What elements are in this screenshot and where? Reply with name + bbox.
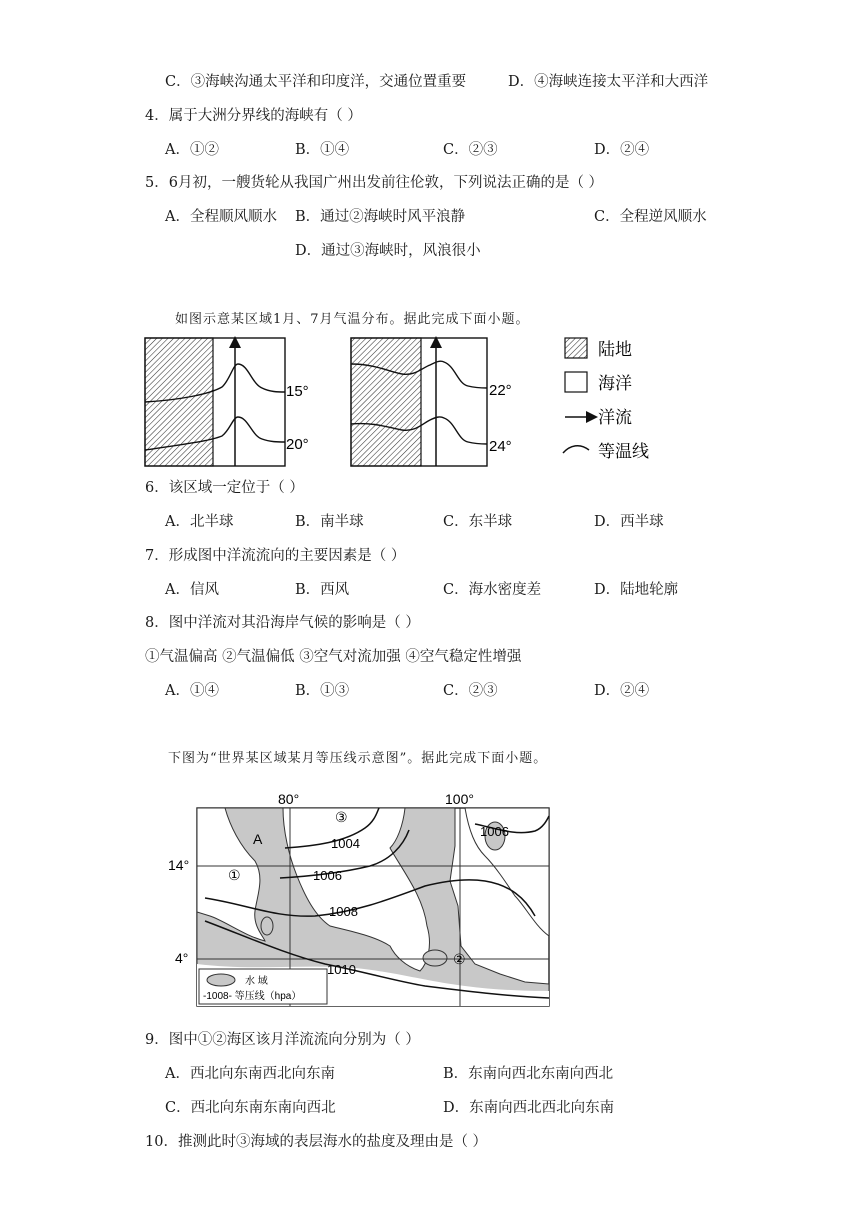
isotherm-label: 22° [489, 382, 512, 399]
q4-stem: 4．属于大洲分界线的海峡有（ ） [145, 108, 362, 124]
q7-option-a: A．信风 [165, 582, 219, 598]
q6-option-c: C．东半球 [443, 514, 513, 530]
figure1-legend [563, 338, 649, 461]
q4-option-a: A．①② [165, 142, 219, 158]
legend-ocean: 海洋 [598, 374, 632, 393]
q6-option-d: D．西半球 [594, 514, 664, 530]
q3-option-c: C．③海峡沟通太平洋和印度洋，交通位置重要 [165, 74, 467, 90]
figure1-intro: 如图示意某区域1月、7月气温分布。据此完成下面小题。 [175, 312, 530, 327]
island [261, 917, 273, 935]
legend-isotherm: 等温线 [598, 442, 649, 461]
q9-option-c: C．西北向东南东南向西北 [165, 1100, 336, 1116]
q9-option-b: B．东南向西北东南向西北 [443, 1066, 614, 1082]
legend-isobar: -1008- 等压线（hpa） [203, 991, 302, 1002]
q5-option-b: B．通过②海峡时风平浪静 [295, 209, 466, 225]
label-a: A [253, 831, 263, 847]
lat-label-4: 4° [175, 950, 189, 966]
q7-option-b: B．西风 [295, 582, 350, 598]
isobar-label: 1006 [480, 824, 509, 839]
island [423, 950, 447, 966]
q9-stem: 9．图中①②海区该月洋流流向分别为（ ） [145, 1032, 420, 1048]
legend-current: 洋流 [598, 408, 632, 427]
water-legend-symbol [207, 974, 235, 986]
figure2-intro: 下图为“世界某区域某月等压线示意图”。据此完成下面小题。 [168, 751, 548, 766]
land-area [351, 338, 421, 466]
q8-stem: 8．图中洋流对其沿海岸气候的影响是（ ） [145, 615, 420, 631]
q5-option-d: D．通过③海峡时，风浪很小 [295, 243, 481, 259]
lat-label-14: 14° [168, 857, 190, 873]
q7-option-c: C．海水密度差 [443, 582, 542, 598]
isotherm-legend-symbol [563, 446, 589, 453]
temperature-distribution-figure [140, 332, 680, 472]
q5-option-a: A．全程顺风顺水 [165, 209, 277, 225]
legend-water: 水 域 [245, 976, 268, 987]
q9-option-a: A．西北向东南西北向东南 [165, 1066, 335, 1082]
label-2: ② [453, 951, 466, 967]
q3-option-d: D．④海峡连接太平洋和大西洋 [508, 74, 709, 90]
label-1: ① [228, 867, 241, 883]
q5-stem: 5．6月初，一艘货轮从我国广州出发前往伦敦，下列说法正确的是（ ） [145, 175, 604, 191]
land-legend-swatch [565, 338, 587, 358]
january-panel [145, 338, 285, 466]
q6-option-a: A．北半球 [165, 514, 234, 530]
lon-label-80: 80° [278, 791, 300, 807]
lon-label-100: 100° [445, 791, 474, 807]
q9-option-d: D．东南向西北西北向东南 [443, 1100, 615, 1116]
july-panel [351, 338, 487, 466]
isotherm-label: 15° [286, 383, 309, 400]
q4-option-b: B．①④ [295, 142, 350, 158]
isotherm-label: 24° [489, 438, 512, 455]
q10-stem: 10．推测此时③海域的表层海水的盐度及理由是（ ） [145, 1134, 488, 1150]
q8-items: ①气温偏高 ②气温偏低 ③空气对流加强 ④空气稳定性增强 [145, 649, 522, 665]
q7-stem: 7．形成图中洋流流向的主要因素是（ ） [145, 548, 406, 564]
ocean-legend-swatch [565, 372, 587, 392]
isobar-label: 1008 [329, 904, 358, 919]
q5-option-c: C．全程逆风顺水 [594, 209, 707, 225]
legend-land: 陆地 [598, 340, 632, 359]
q4-option-c: C．②③ [443, 142, 498, 158]
isobar-label: 1010 [327, 962, 356, 977]
figure2-legend [199, 969, 327, 1004]
q4-option-d: D．②④ [594, 142, 650, 158]
isobar-map-figure [165, 786, 555, 1011]
q6-stem: 6．该区域一定位于（ ） [145, 480, 304, 496]
q7-option-d: D．陆地轮廓 [594, 582, 679, 598]
q8-option-d: D．②④ [594, 683, 650, 699]
isobar-label: 1004 [331, 836, 360, 851]
q6-option-b: B．南半球 [295, 514, 364, 530]
isobar-label: 1006 [313, 868, 342, 883]
q8-option-c: C．②③ [443, 683, 498, 699]
isotherm-label: 20° [286, 436, 309, 453]
label-3: ③ [335, 809, 348, 825]
q8-option-a: A．①④ [165, 683, 219, 699]
q8-option-b: B．①③ [295, 683, 350, 699]
